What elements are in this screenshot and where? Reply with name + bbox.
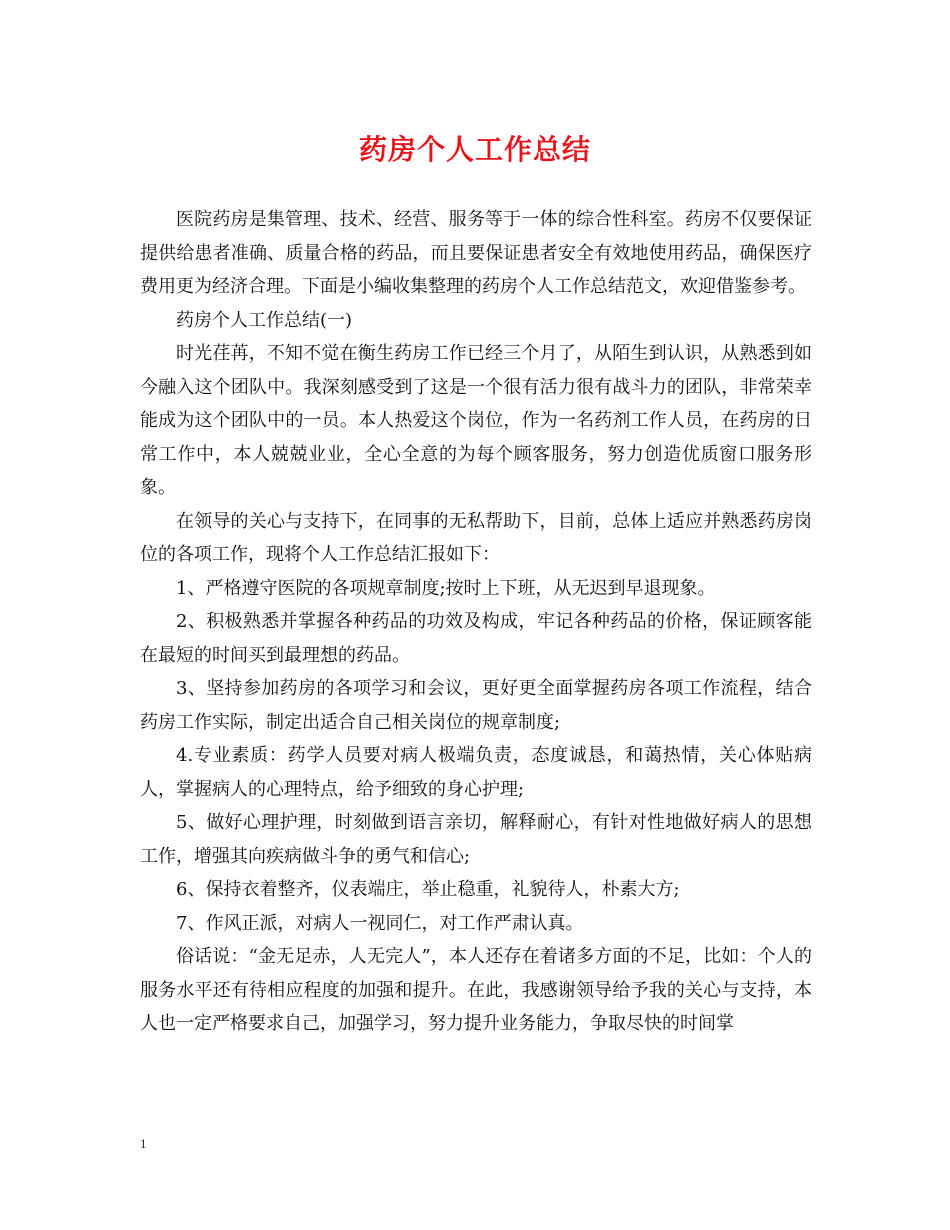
intro-paragraph: 医院药房是集管理、技术、经营、服务等于一体的综合性科室。药房不仅要保证提供给患者准确、质量合格的药品，而且要保证患者安全有效地使用药品，确保医疗费用更为经济合理。下面是小编收集整理的药房个人工作总结范文，欢迎借鉴参考。 [140,209,812,297]
list-item: 2、积极熟悉并掌握各种药品的功效及构成，牢记各种药品的价格，保证顾客能在最短的时间买到最理想的药品。 [140,611,812,666]
list-item: 1、严格遵守医院的各项规章制度;按时上下班，从无迟到早退现象。 [176,577,716,599]
list-item: 6、保持衣着整齐，仪表端庄，举止稳重，礼貌待人，朴素大方; [176,879,680,900]
list-item: 4.专业素质：药学人员要对病人极端负责，态度诚恳，和蔼热情，关心体贴病人，掌握病人的心理特点，给予细致的身心护理; [140,745,812,800]
list-item: 7、作风正派，对病人一视同仁，对工作严肃认真。 [176,912,584,934]
body-paragraph: 俗话说：“金无足赤，人无完人”，本人还存在着诸多方面的不足，比如：个人的服务水平还有待相应程度的加强和提升。在此，我感谢领导给予我的关心与支持，本人也一定严格要求自己，加强学习，努力提升业务能力，争取尽快的时间掌 [140,946,812,1034]
document-title: 药房个人工作总结 [358,133,591,166]
document-body [140,203,812,1041]
list-item: 3、坚持参加药房的各项学习和会议，更好更全面掌握药房各项工作流程，结合药房工作实际，制定出适合自己相关岗位的规章制度; [140,678,812,733]
section-heading: 药房个人工作总结(一) [176,309,353,331]
list-item: 5、做好心理护理，时刻做到语言亲切，解释耐心，有针对性地做好病人的思想工作，增强其向疾病做斗争的勇气和信心; [140,812,812,867]
body-paragraph: 时光荏苒，不知不觉在衡生药房工作已经三个月了，从陌生到认识，从熟悉到如今融入这个团队中。我深刻感受到了这是一个很有活力很有战斗力的团队，非常荣幸能成为这个团队中的一员。本人热爱这个岗位，作为一名药剂工作人员，在药房的日常工作中，本人兢兢业业，全心全意的为每个顾客服务，努力创造优质窗口服务形象。 [140,343,812,498]
body-paragraph: 在领导的关心与支持下，在同事的无私帮助下，目前，总体上适应并熟悉药房岗位的各项工作，现将个人工作总结汇报如下： [140,510,812,565]
page-number: 1 [140,1136,147,1151]
